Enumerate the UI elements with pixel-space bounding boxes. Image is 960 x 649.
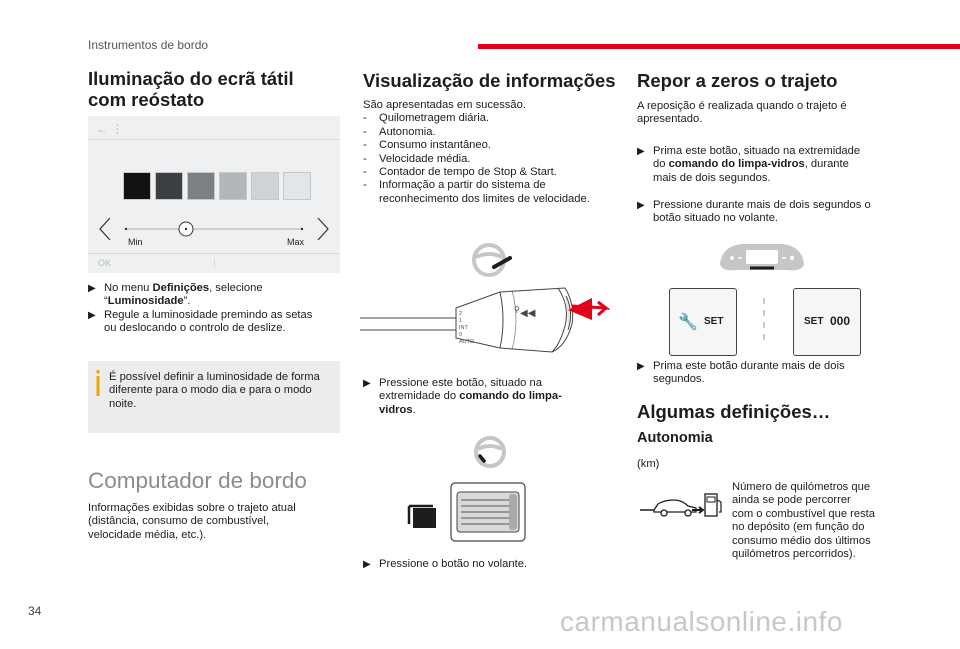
bullet-icon: ▶ [363, 559, 371, 570]
set-button-left[interactable]: 🔧 SET [669, 288, 737, 356]
set-button-right[interactable]: SET 000 [793, 288, 861, 356]
swatch-light-gray[interactable] [251, 172, 279, 200]
autonomy-title: Autonomia [637, 430, 713, 446]
max-label: Max [287, 237, 305, 247]
header-accent-bar [478, 44, 960, 49]
trip-reset-bullet3: ▶ Prima este botão durante mais de dois segundos. [637, 360, 845, 386]
display-info-bullet1: ▶ Pressione este botão, situado na extremidade do comando do limpa- vidros. [363, 377, 562, 416]
unit-label: (km) [637, 458, 660, 470]
car-fuel-range-icon [638, 488, 724, 524]
ok-button[interactable]: OK [98, 258, 112, 268]
swatch-mid-gray[interactable] [219, 172, 247, 200]
trip-reset-title: Repor a zeros o trajeto [637, 70, 838, 91]
bullet-icon: ▶ [88, 309, 96, 321]
display-icon [413, 508, 436, 528]
trip-reset-bullet2: ▶ Pressione durante mais de dois segundos o botão situado no volante. [637, 199, 871, 225]
info-icon [95, 370, 101, 396]
bullet-icon: ▶ [637, 200, 645, 211]
wheel-button-drawing [405, 480, 535, 546]
brightness-screen [88, 116, 340, 273]
autonomy-description: Número de quilómetros que ainda se pode percorrer com o combustível que resta no depósito (em função do consumo médio dos últimos quilómetros percorridos). [732, 481, 876, 561]
bullet-icon: ▶ [637, 146, 645, 157]
swatch-very-light[interactable] [283, 172, 311, 200]
trip-computer-title: Computador de bordo [88, 468, 307, 493]
divider-dashes [760, 298, 768, 346]
wiper-stalk-drawing [360, 282, 610, 360]
page-number: 34 [28, 604, 42, 618]
steering-wheel-icon-2 [470, 434, 510, 470]
steering-wheel-controls-icon [716, 238, 808, 274]
settings-title: Algumas definições… [637, 401, 831, 422]
min-label: Min [128, 237, 143, 247]
wrench-icon: 🔧 [678, 314, 698, 331]
svg-text:⚲: ⚲ [514, 305, 520, 314]
brightness-title: Iluminação do ecrã tátil com reóstato [88, 68, 294, 110]
display-info-bullet2: ▶ Pressione o botão no volante. [363, 558, 528, 570]
watermark: carmanualsonline.info [560, 606, 843, 637]
slider-right-arrow-icon [318, 218, 328, 240]
info-note: É possível definir a luminosidade de forma diferente para o modo dia e para o modo noite. [88, 361, 340, 433]
stalk-position-labels: 2 1 INT 0 AUTO [459, 311, 475, 345]
section-header: Instrumentos de bordo [88, 38, 209, 52]
svg-text:◀◀: ◀◀ [520, 308, 536, 319]
display-info-list: São apresentadas em sucessão. - Quilometragem diária. - Autonomia. - Consumo instantâneo. - Velocidade média. - Contador de tempo de Stop & Start. - Informação a partir do sistema de reconhecimento dos limites de velocidade. [363, 99, 590, 205]
trip-computer-intro: Informações exibidas sobre o trajeto atual (distância, consumo de combustível, velocidade média, etc.). [88, 502, 296, 541]
steering-wheel-icon [472, 240, 512, 280]
display-info-title: Visualização de informações [363, 70, 616, 91]
slider-left-arrow-icon [100, 218, 110, 240]
trip-reset-bullet1: ▶ Prima este botão, situado na extremidade do comando do limpa-vidros, durante mais de dois segundos. [637, 145, 861, 184]
brightness-instructions: ▶ No menu Definições, selecione “Luminosidade”. ▶ Regule a luminosidade premindo as setas ou deslocando o controlo de deslize. [88, 282, 313, 335]
swatch-black[interactable] [123, 172, 151, 200]
swatch-gray[interactable] [187, 172, 215, 200]
swatch-dark-gray[interactable] [155, 172, 183, 200]
trip-reset-intro: A reposição é realizada quando o trajeto é apresentado. [637, 100, 847, 126]
bullet-icon: ▶ [88, 283, 96, 294]
bullet-icon: ▶ [363, 378, 371, 389]
back-arrow-icon[interactable]: ← ⋮ [96, 122, 124, 136]
bullet-icon: ▶ [637, 361, 645, 372]
